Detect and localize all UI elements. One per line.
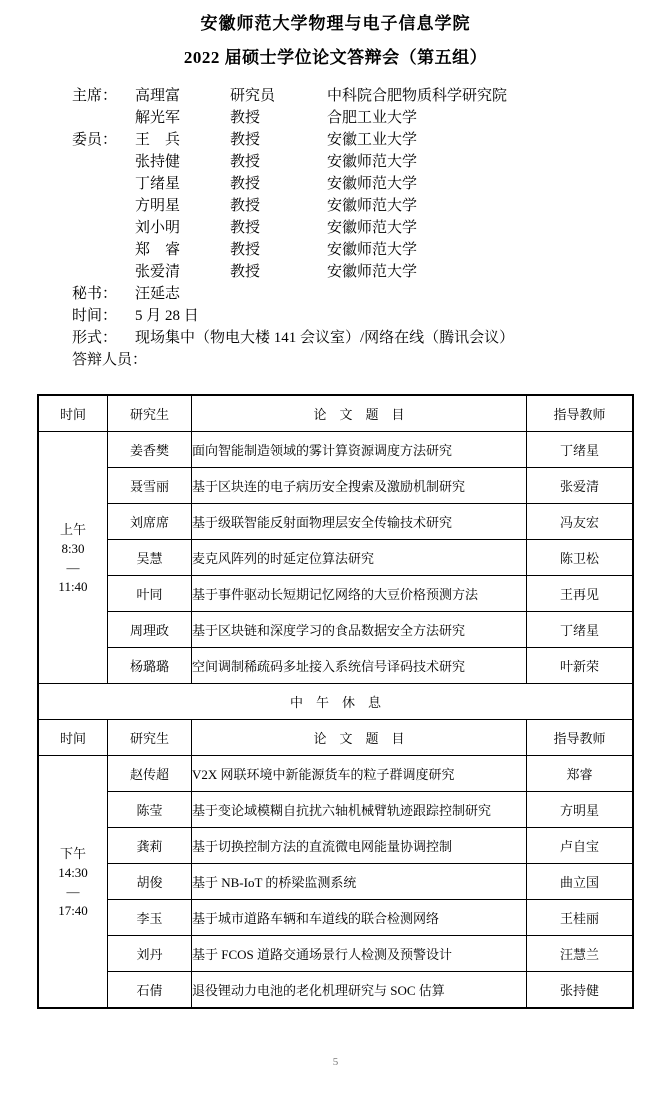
page-number: 5 — [332, 1056, 339, 1068]
student-cell: 聂雪丽 — [108, 468, 192, 504]
member-title: 教授 — [230, 154, 261, 170]
committee-role-label — [72, 239, 135, 261]
student-cell: 刘丹 — [108, 936, 192, 972]
table-header-row — [38, 395, 633, 432]
committee-role-label — [72, 151, 135, 173]
session-dash: — — [66, 883, 80, 899]
table-row — [38, 864, 633, 900]
format-value: 现场集中（物电大楼 141 会议室）/网络在线（腾讯会议） — [135, 330, 515, 346]
date-value: 5 月 28 日 — [135, 308, 199, 324]
thesis-cell: 基于区块连的电子病历安全搜索及激励机制研究 — [192, 468, 527, 504]
date-label: 时间： — [72, 308, 118, 324]
member-org: 安徽师范大学 — [327, 176, 418, 192]
member-title: 教授 — [230, 220, 261, 236]
participants-label: 答辩人员： — [72, 352, 148, 368]
page-subtitle: 2022 届硕士学位论文答辩会（第五组） — [183, 48, 488, 67]
table-row — [38, 792, 633, 828]
advisor-cell: 曲立国 — [527, 864, 634, 900]
table-row — [38, 504, 633, 540]
session-period: 上午 — [59, 521, 86, 537]
table-row — [38, 612, 633, 648]
student-cell: 叶同 — [108, 576, 192, 612]
header-cell-time: 时间 — [38, 395, 108, 432]
header-cell-thesis: 论 文 题 目 — [192, 720, 527, 756]
thesis-cell: 基于事件驱动长短期记忆网络的大豆价格预测方法 — [192, 576, 527, 612]
committee-role-label — [72, 217, 135, 239]
advisor-cell: 王桂丽 — [527, 900, 634, 936]
member-title: 教授 — [230, 198, 261, 214]
table-row — [38, 972, 633, 1009]
member-name: 高理富 — [135, 88, 181, 104]
committee-row — [72, 173, 514, 195]
lunch-break-cell: 中 午 休 息 — [38, 684, 633, 720]
committee-row — [72, 239, 514, 261]
advisor-cell: 张爱清 — [527, 468, 634, 504]
thesis-cell: 基于城市道路车辆和车道线的联合检测网络 — [192, 900, 527, 936]
member-title: 教授 — [230, 242, 261, 258]
header-cell-time: 时间 — [38, 720, 108, 756]
member-title: 教授 — [230, 264, 261, 280]
advisor-cell: 冯友宏 — [527, 504, 634, 540]
student-cell: 李玉 — [108, 900, 192, 936]
thesis-cell: 基于 FCOS 道路交通场景行人检测及预警设计 — [192, 936, 527, 972]
table-row — [38, 432, 633, 468]
format-row — [72, 327, 514, 349]
thesis-cell: 面向智能制造领域的雾计算资源调度方法研究 — [192, 432, 527, 468]
session-start: 8:30 — [61, 540, 85, 556]
advisor-cell: 叶新荣 — [527, 648, 634, 684]
student-cell: 姜香樊 — [108, 432, 192, 468]
committee-row — [72, 107, 514, 129]
date-row — [72, 305, 514, 327]
session-end: 11:40 — [58, 578, 88, 594]
thesis-cell: 基于 NB-IoT 的桥梁监测系统 — [192, 864, 527, 900]
member-name: 王 兵 — [135, 132, 181, 148]
committee-role-label — [72, 107, 135, 129]
student-cell: 胡俊 — [108, 864, 192, 900]
committee-role-label — [72, 261, 135, 283]
member-title: 教授 — [230, 110, 261, 126]
committee-section — [72, 85, 514, 371]
table-row — [38, 540, 633, 576]
student-cell: 陈莹 — [108, 792, 192, 828]
member-org: 安徽工业大学 — [327, 132, 418, 148]
thesis-cell: 退役锂动力电池的老化机理研究与 SOC 估算 — [192, 972, 527, 1009]
table-header-row — [38, 720, 633, 756]
student-cell: 刘席席 — [108, 504, 192, 540]
committee-row — [72, 195, 514, 217]
committee-row — [72, 261, 514, 283]
advisor-cell: 丁绪星 — [527, 432, 634, 468]
thesis-cell: 基于级联智能反射面物理层安全传输技术研究 — [192, 504, 527, 540]
member-title: 教授 — [230, 132, 261, 148]
advisor-cell: 卢自宝 — [527, 828, 634, 864]
committee-role-label: 主席： — [72, 88, 118, 104]
lunch-break-row — [38, 684, 633, 720]
student-cell: 吴慧 — [108, 540, 192, 576]
table-row — [38, 576, 633, 612]
thesis-cell: 基于变论域模糊自抗扰六轴机械臂轨迹跟踪控制研究 — [192, 792, 527, 828]
advisor-cell: 张持健 — [527, 972, 634, 1009]
committee-row — [72, 85, 514, 107]
thesis-cell: 基于切换控制方法的直流微电网能量协调控制 — [192, 828, 527, 864]
schedule-table — [37, 394, 634, 1009]
participants-row — [72, 349, 514, 371]
student-cell: 杨璐璐 — [108, 648, 192, 684]
member-name: 张持健 — [135, 154, 181, 170]
session-time-cell-morning — [38, 432, 108, 684]
table-row — [38, 900, 633, 936]
committee-role-label — [72, 195, 135, 217]
member-name: 张爱清 — [135, 264, 181, 280]
thesis-cell: 空间调制稀疏码多址接入系统信号译码技术研究 — [192, 648, 527, 684]
secretary-row — [72, 283, 514, 305]
page-title: 安徽师范大学物理与电子信息学院 — [200, 14, 471, 33]
header-cell-student: 研究生 — [108, 395, 192, 432]
format-label: 形式： — [72, 330, 118, 346]
student-cell: 周理政 — [108, 612, 192, 648]
secretary-name: 汪延志 — [135, 286, 181, 302]
table-row — [38, 648, 633, 684]
advisor-cell: 陈卫松 — [527, 540, 634, 576]
member-name: 刘小明 — [135, 220, 181, 236]
committee-role-label — [72, 173, 135, 195]
thesis-cell: 麦克风阵列的时延定位算法研究 — [192, 540, 527, 576]
table-row — [38, 756, 633, 792]
member-org: 安徽师范大学 — [327, 220, 418, 236]
member-name: 解光军 — [135, 110, 181, 126]
advisor-cell: 郑睿 — [527, 756, 634, 792]
header-cell-advisor: 指导教师 — [527, 395, 634, 432]
table-row — [38, 468, 633, 504]
advisor-cell: 汪慧兰 — [527, 936, 634, 972]
member-title: 教授 — [230, 176, 261, 192]
thesis-cell: V2X 网联环境中新能源货车的粒子群调度研究 — [192, 756, 527, 792]
member-org: 安徽师范大学 — [327, 198, 418, 214]
table-row — [38, 828, 633, 864]
member-name: 丁绪星 — [135, 176, 181, 192]
committee-role-label: 委员： — [72, 132, 118, 148]
session-dash: — — [66, 559, 80, 575]
member-org: 合肥工业大学 — [327, 110, 418, 126]
session-time-cell-afternoon — [38, 756, 108, 1009]
student-cell: 龚莉 — [108, 828, 192, 864]
committee-row — [72, 217, 514, 239]
member-org: 安徽师范大学 — [327, 154, 418, 170]
session-start: 14:30 — [58, 864, 88, 880]
secretary-label: 秘书： — [72, 286, 118, 302]
header-cell-student: 研究生 — [108, 720, 192, 756]
student-cell: 石倩 — [108, 972, 192, 1009]
member-title: 研究员 — [230, 88, 276, 104]
header-cell-thesis: 论 文 题 目 — [192, 395, 527, 432]
member-name: 方明星 — [135, 198, 181, 214]
member-name: 郑 睿 — [135, 242, 181, 258]
session-end: 17:40 — [58, 902, 88, 918]
session-period: 下午 — [59, 845, 86, 861]
header-cell-advisor: 指导教师 — [527, 720, 634, 756]
committee-row — [72, 151, 514, 173]
advisor-cell: 方明星 — [527, 792, 634, 828]
committee-row — [72, 129, 514, 151]
advisor-cell: 王再见 — [527, 576, 634, 612]
member-org: 中科院合肥物质科学研究院 — [327, 88, 508, 104]
member-org: 安徽师范大学 — [327, 264, 418, 280]
thesis-cell: 基于区块链和深度学习的食品数据安全方法研究 — [192, 612, 527, 648]
member-org: 安徽师范大学 — [327, 242, 418, 258]
advisor-cell: 丁绪星 — [527, 612, 634, 648]
table-row — [38, 936, 633, 972]
student-cell: 赵传超 — [108, 756, 192, 792]
